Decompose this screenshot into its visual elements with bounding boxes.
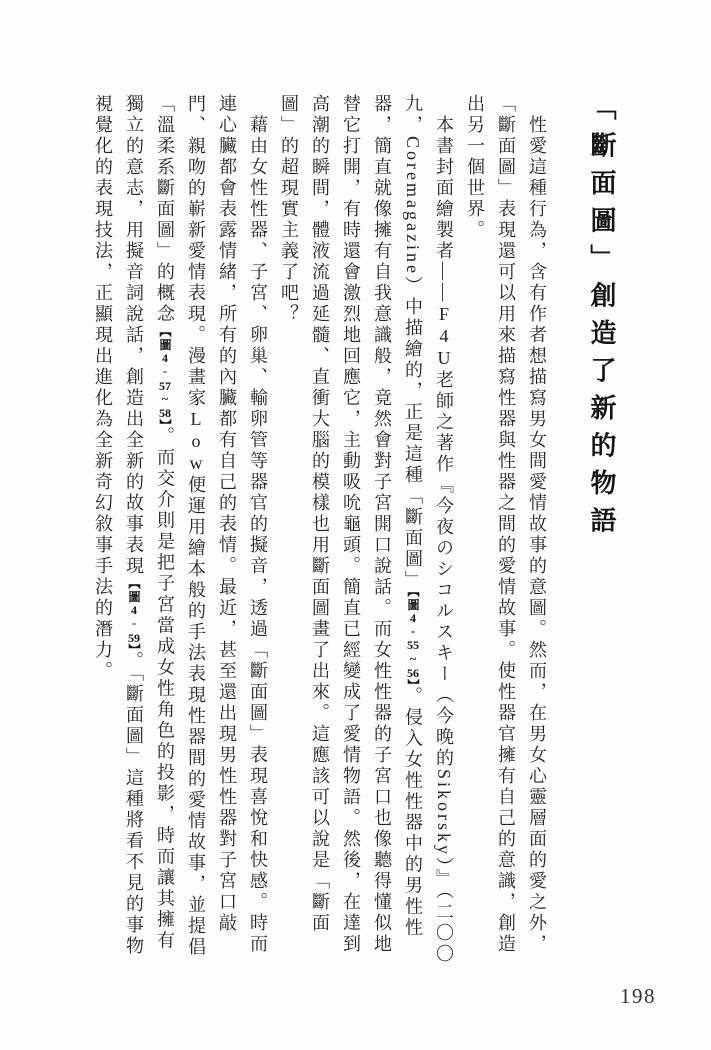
figure-reference: 【圖4-59】: [127, 577, 141, 651]
figure-number: 59: [128, 631, 140, 644]
figure-number: 4: [162, 352, 168, 364]
figure-number: 56: [407, 666, 419, 679]
figure-reference: 【圖4-55~56】: [406, 590, 420, 687]
latin-upright: F4U: [434, 304, 454, 370]
figure-number: 4: [131, 604, 137, 616]
figure-number: 4: [410, 611, 416, 624]
paragraph: [87, 94, 273, 966]
figure-number: 58: [159, 407, 171, 419]
text-segment: 。而交介則是把子宮當成女性角色的投影，時而讓其擁有獨立的意志，用擬音詞說話，創造出全新的故事表現: [124, 94, 175, 952]
text-segment: 老師之著作『今夜のシコルスキー（今晚的Sikorsky）』（二〇〇九，Coremagazine）中描繪的，正是這種「斷面圖」: [403, 94, 454, 966]
figure-number: 57: [159, 379, 171, 392]
text-segment: 便運用繪本般的手法表現性器間的愛情故事，並提倡「溫柔系斷面圖」的概念: [155, 94, 206, 958]
text-segment: 。侵入女性性器中的男性性器，簡直就像擁有自我意識般，竟然會對子宮開口說話。而女性性器的子宮口也像聽得懂似地替它打開，有時還會激烈地回應它，主動吸吮龜頭。簡直已經變成了愛情物語。然後，在達到高潮的瞬間，體液流過延髓、直衝大腦的模樣也用斷面圖畫了出來。這應該可以說是「斷面圖」的超現實主義了吧？: [279, 94, 423, 955]
article: [87, 94, 616, 966]
article-title: 「斷面圖」創造了新的物語: [587, 94, 616, 544]
paragraph: [459, 94, 552, 966]
page-number: 198: [620, 984, 656, 1008]
latin-upright: Low: [186, 409, 206, 475]
paragraph: [273, 94, 459, 966]
text-segment: 藉由女性性器、子宮、卵巢、輸卵管等器官的擬音，透過「斷面圖」表現喜悅和快感。時而連心臟都會表露情緒，所有的內臟都有自己的表情。最近，甚至還出現男性性器對子宮口敲門、親吻的嶄新愛情表現。漫畫家: [186, 94, 268, 955]
text-segment: 本書封面繪製者——: [434, 115, 454, 304]
article-body: [87, 94, 552, 966]
text-segment: 性愛這種行為，含有作者想描寫男女間愛情故事的意圖。然而，在男女心靈層面的愛之外，「斷面圖」表現還可以用來描寫性器與性器之間的愛情故事。使性器官擁有自己的意識，創造出另一個世界。: [465, 94, 547, 955]
figure-number: 55: [407, 639, 419, 652]
figure-reference: 【圖4-57~58】: [158, 325, 172, 427]
text-segment: 。「斷面圖」這種將看不見的事物視覺化的表現技法，正顯現出進化為全新奇幻敘事手法的潛力。: [93, 94, 144, 957]
